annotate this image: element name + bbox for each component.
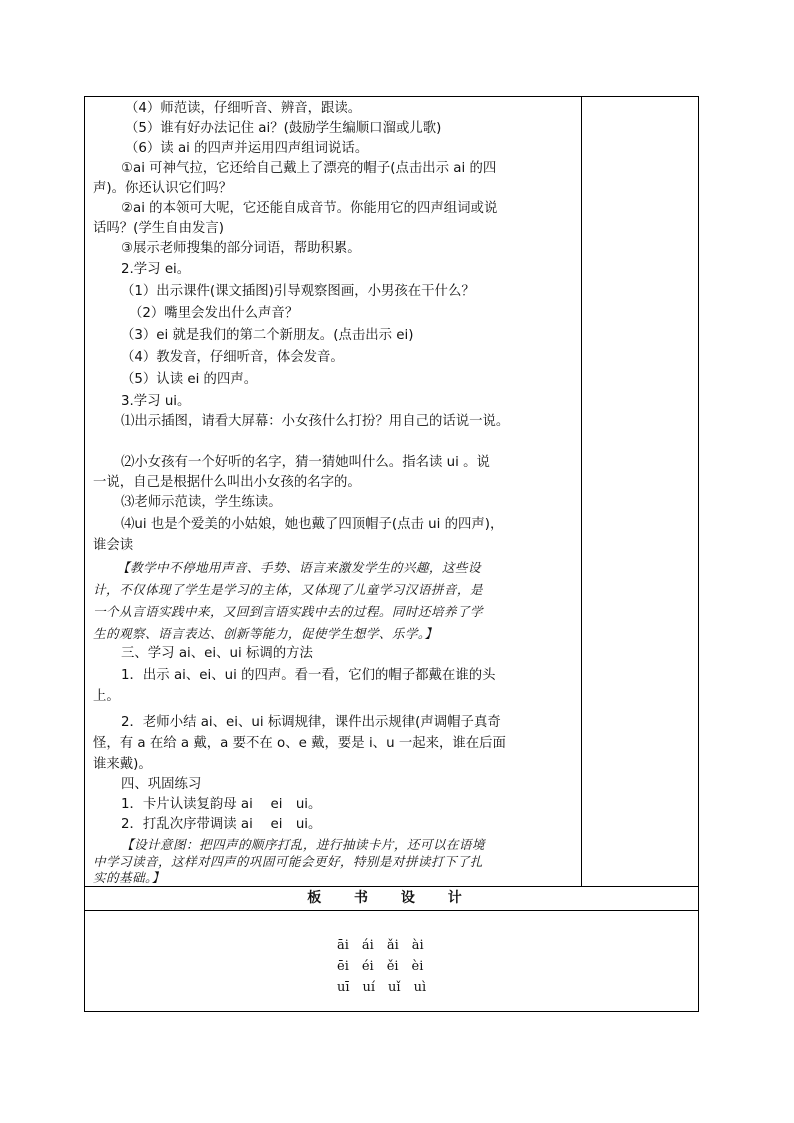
- design-note-line: 【教学中不停地用声音、手势、语言来激发学生的兴趣，这些设: [117, 560, 481, 575]
- pinyin-row-ei: ēi éi ěi èi: [337, 959, 424, 974]
- row-divider-2: [85, 910, 698, 911]
- design-note-line: 中学习读音，这样对四声的巩固可能会更好，特别是对拼读打下了扎: [93, 854, 483, 869]
- text-line: ⑷ui 也是个爱美的小姑娘，她也戴了四顶帽子(点击 ui 的四声)，: [121, 517, 504, 532]
- column-divider: [581, 97, 582, 886]
- teaching-process-cell: [85, 97, 581, 886]
- text-line: 怪，有 a 在给 a 戴，a 要不在 o、e 戴，要是 i、u 一起来，谁在后面: [93, 736, 506, 751]
- text-line: ⑶老师示范读，学生练读。: [121, 495, 282, 510]
- text-line: （3）ei 就是我们的第二个新朋友。(点击出示 ei): [121, 328, 414, 343]
- text-line: （2）嘴里会发出什么声音？: [129, 306, 299, 321]
- text-line: 上。: [93, 689, 120, 704]
- text-line: ⑵小女孩有一个好听的名字，猜一猜她叫什么。指名读 ui 。说: [121, 455, 490, 470]
- text-line: （1）出示课件(课文插图)引导观察图画，小男孩在干什么？: [121, 284, 475, 299]
- row-divider-1: [85, 886, 698, 887]
- text-line: 1．出示 ai、ei、ui 的四声。看一看，它们的帽子都戴在谁的头: [121, 668, 496, 683]
- text-line: 谁来戴)。: [93, 757, 152, 772]
- text-line: ②ai 的本领可大呢，它还能自成音节。你能用它的四声组词或说: [121, 201, 498, 216]
- text-line: ③展示老师搜集的部分词语，帮助积累。: [121, 241, 361, 256]
- design-note-line: 生的观察、语言表达、创新等能力，促使学生想学、乐学。】: [93, 626, 438, 641]
- design-note-line: 计，不仅体现了学生是学习的主体，又体现了儿童学习汉语拼音，是: [93, 582, 483, 597]
- text-line: 3.学习 ui。: [121, 394, 191, 409]
- text-line: （5）认读 ei 的四声。: [121, 372, 258, 387]
- text-line: （5）谁有好办法记住 ai？(鼓励学生编顺口溜或儿歌): [125, 121, 442, 136]
- text-line: （6）读 ai 的四声并运用四声组词说话。: [125, 141, 369, 156]
- text-line: 一说，自己是根据什么叫出小女孩的名字的。: [93, 475, 361, 490]
- board-design-title: 板 书 设 计: [307, 890, 476, 906]
- lesson-table: [84, 96, 699, 1012]
- text-line: ⑴出示插图，请看大屏幕：小女孩什么打扮？用自己的话说一说。: [121, 414, 510, 429]
- section-heading: 四、巩固练习: [121, 777, 202, 792]
- text-line: 2．打乱次序带调读 ai ei ui。: [121, 817, 322, 832]
- design-note-line: 一个从言语实践中来，又回到言语实践中去的过程。同时还培养了学: [93, 604, 483, 619]
- text-line: 2．老师小结 ai、ei、ui 标调规律，课件出示规律(声调帽子真奇: [121, 715, 501, 730]
- text-line: 2.学习 ei。: [121, 262, 191, 277]
- text-line: 1．卡片认读复韵母 ai ei ui。: [121, 797, 322, 812]
- pinyin-row-ui: uī uí uǐ uì: [337, 980, 427, 995]
- design-note-line: 实的基础。】: [93, 870, 165, 885]
- text-line: 话吗？(学生自由发言): [93, 221, 224, 236]
- pinyin-row-ai: āi ái ǎi ài: [337, 938, 424, 953]
- design-note-line: 【设计意图：把四声的顺序打乱，进行抽读卡片，还可以在语境: [121, 837, 485, 852]
- section-heading: 三、学习 ai、ei、ui 标调的方法: [121, 646, 313, 661]
- text-line: 谁会读: [93, 538, 134, 553]
- text-line: 声)。你还认识它们吗？: [93, 181, 233, 196]
- text-line: （4）师范读，仔细听音、辨音，跟读。: [125, 101, 362, 116]
- text-line: （4）教发音，仔细听音，体会发音。: [121, 350, 344, 365]
- text-line: ①ai 可神气拉，它还给自己戴上了漂亮的帽子(点击出示 ai 的四: [121, 161, 497, 176]
